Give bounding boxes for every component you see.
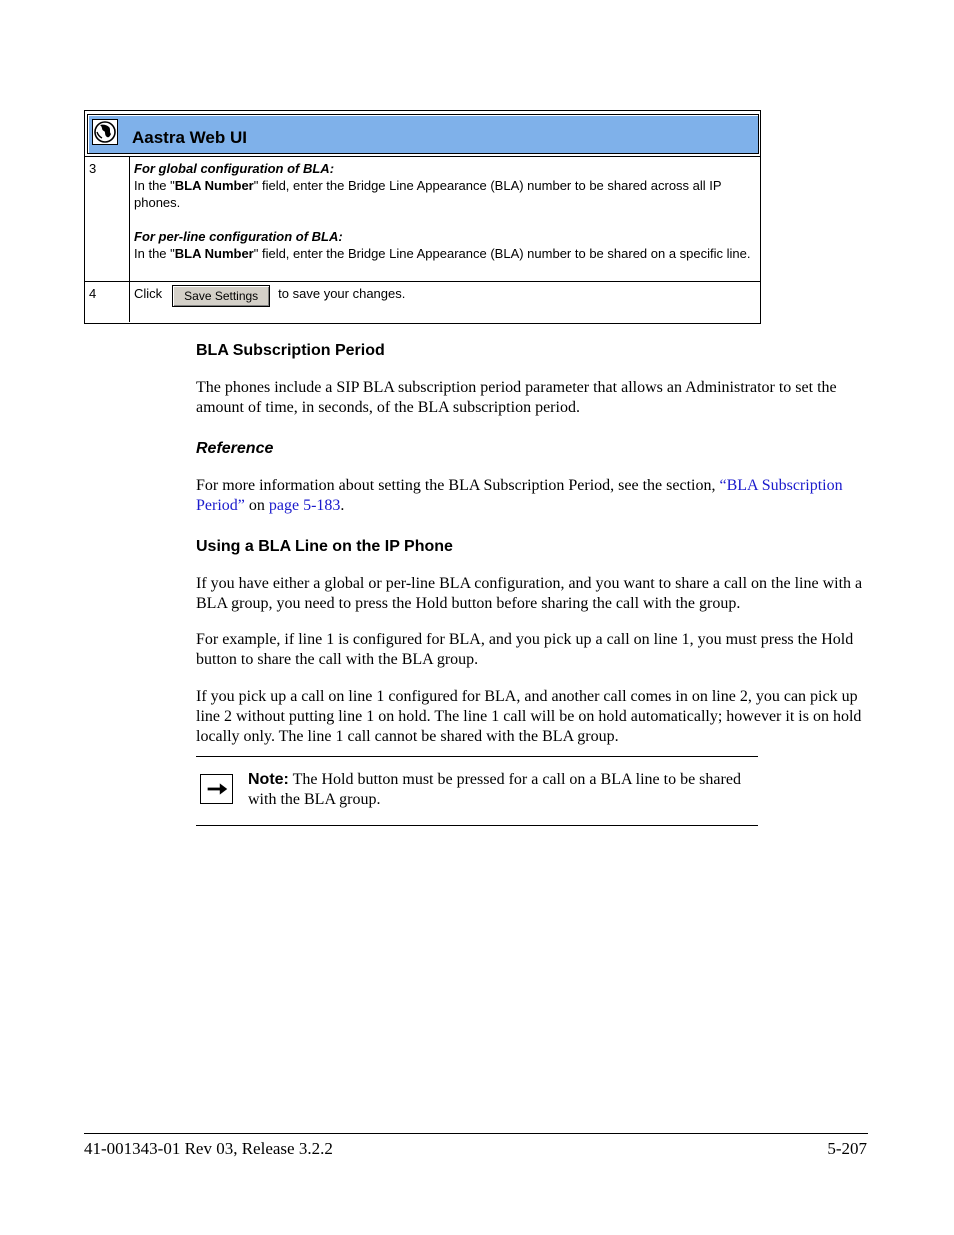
bla-subscription-link[interactable]: “BLA Subscription Period” <box>196 477 843 514</box>
footer-doc-id: 41-001343-01 Rev 03, Release 3.2.2 <box>84 1139 333 1158</box>
using-bla-paragraph-2: For example, if line 1 is configured for BLA, and you pick up a call on line 1, you must press the Hold button to share the call with the BLA group. <box>196 631 854 668</box>
table-row <box>85 157 761 282</box>
steps-table <box>85 156 761 322</box>
bla-subscription-paragraph: The phones include a SIP BLA subscription period parameter that allows an Administrator to set the amount of time, in seconds, of the BLA subscription period. <box>196 379 837 416</box>
aastra-web-ui-table <box>84 110 761 324</box>
reference-paragraph: For more information about setting the BLA Subscription Period, see the section, “BLA Subscription Period” on page 5-183. <box>196 477 843 514</box>
arrow-right-icon <box>200 774 233 804</box>
note-top-rule <box>196 756 758 757</box>
table-row <box>85 282 761 323</box>
step-number: 4 <box>85 282 130 323</box>
click-label: Click <box>134 286 163 301</box>
footer-rule <box>84 1133 868 1134</box>
page-link[interactable]: page 5-183 <box>268 497 341 514</box>
after-label: to save your changes. <box>278 286 406 301</box>
perline-config-heading: For per-line configuration of BLA: <box>134 229 343 244</box>
globe-icon <box>92 119 118 145</box>
web-ui-title: Aastra Web UI <box>132 128 247 147</box>
web-ui-header <box>87 114 759 154</box>
perline-config-text: In the "BLA Number" field, enter the Bridge Line Appearance (BLA) number to be shared on a specific line. <box>134 246 751 261</box>
footer-page-number: 5-207 <box>827 1139 867 1158</box>
step-number: 3 <box>85 157 130 282</box>
step-description <box>130 282 762 323</box>
note-text: Note: The Hold button must be pressed for a call on a BLA line to be shared with the BLA group. <box>248 771 741 808</box>
using-bla-paragraph-1: If you have either a global or per-line BLA configuration, and you want to share a call on the line with a BLA group, you need to press the Hold button before sharing the call with the group. <box>196 575 863 612</box>
global-config-text: In the "BLA Number" field, enter the Bridge Line Appearance (BLA) number to be shared across all IP phones. <box>134 178 722 210</box>
using-bla-heading: Using a BLA Line on the IP Phone <box>196 538 453 555</box>
reference-heading: Reference <box>196 440 274 457</box>
using-bla-paragraph-3: If you pick up a call on line 1 configured for BLA, and another call comes in on line 2, you can pick up line 2 without putting line 1 on hold. The line 1 call will be on hold automatically; however it is on hold locally only. The line 1 call cannot be shared with the BLA group. <box>196 688 862 745</box>
step-description <box>130 157 762 282</box>
note-bottom-rule <box>196 825 758 826</box>
save-settings-button[interactable]: Save Settings <box>172 285 270 307</box>
global-config-heading: For global configuration of BLA: <box>134 161 335 176</box>
bla-subscription-heading: BLA Subscription Period <box>196 342 385 359</box>
